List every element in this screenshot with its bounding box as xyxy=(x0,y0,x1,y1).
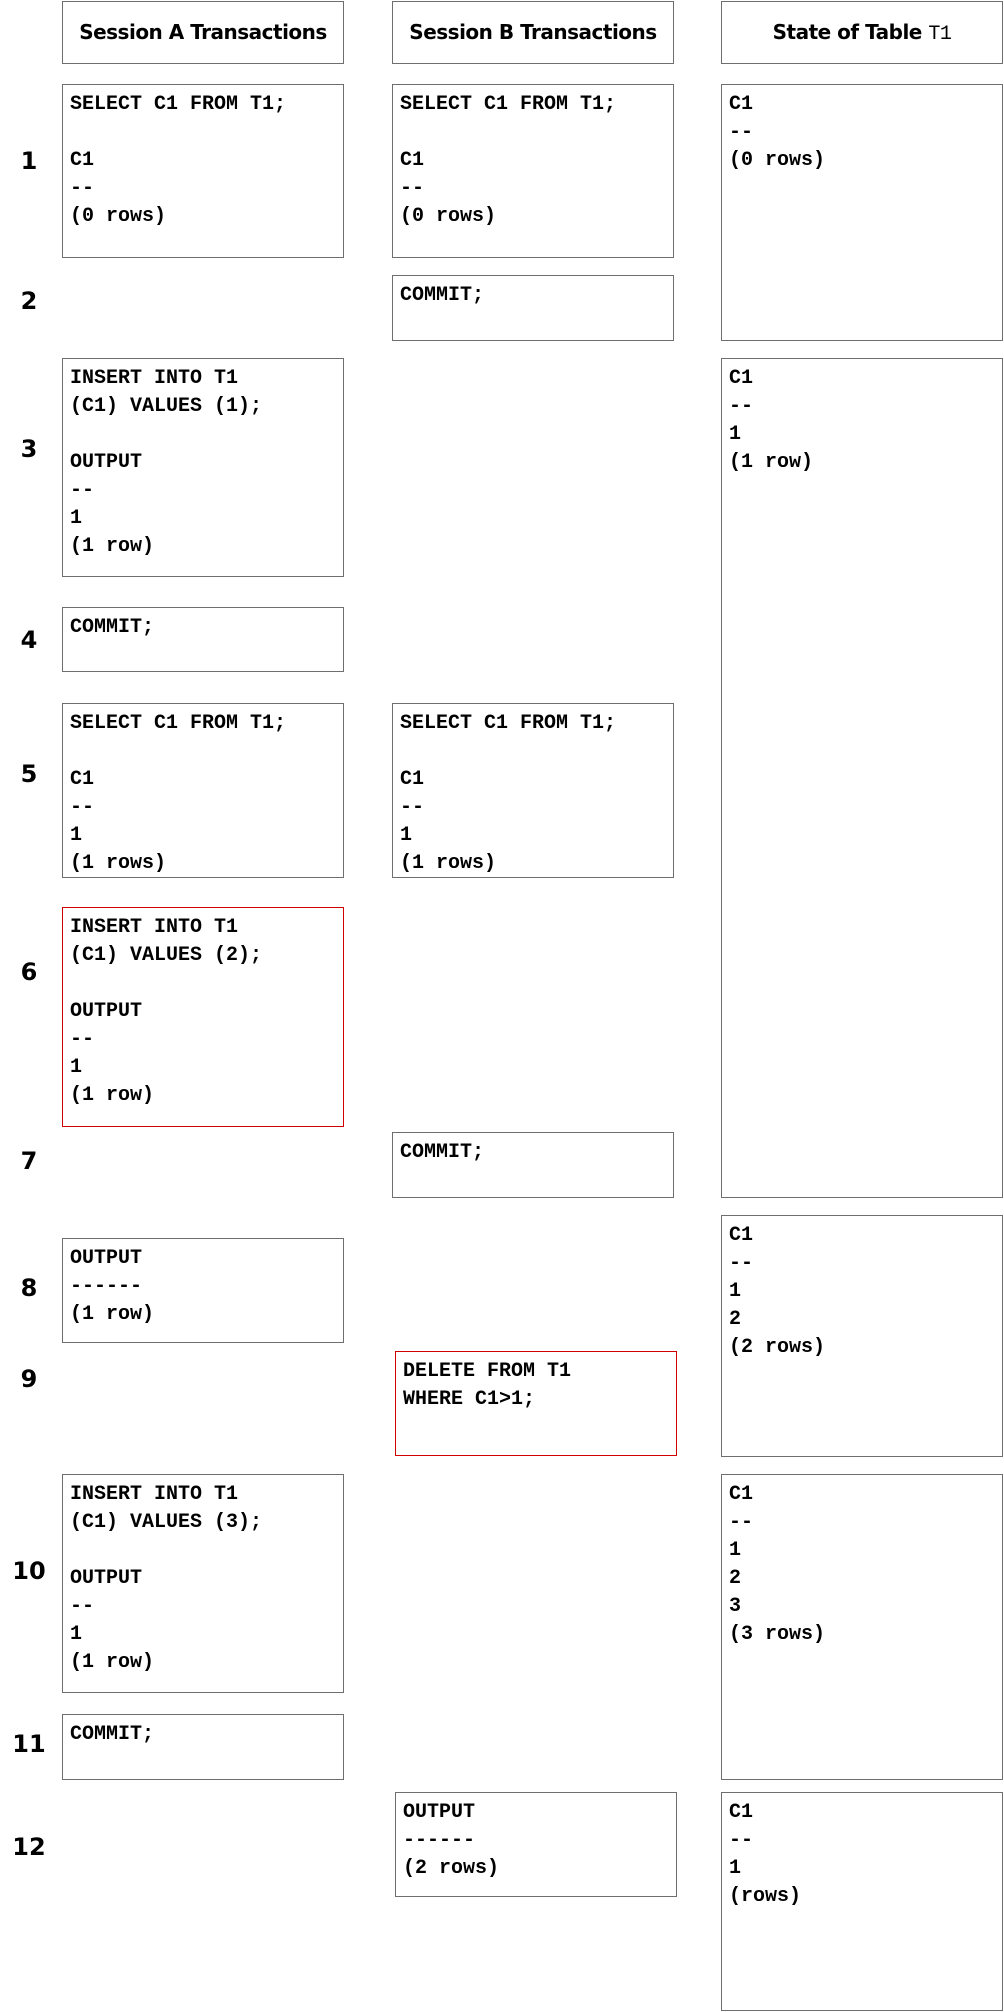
session-a-step-1: SELECT C1 FROM T1; C1 -- (0 rows) xyxy=(62,84,344,258)
step-number-2: 2 xyxy=(20,287,38,315)
step-number-4: 4 xyxy=(20,626,38,654)
session-b-header-text: Session B Transactions xyxy=(409,20,657,44)
table-state-0-rows: C1 -- (0 rows) xyxy=(721,84,1003,341)
step-number-5: 5 xyxy=(20,760,38,788)
session-a-step-11: COMMIT; xyxy=(62,1714,344,1780)
table-state-header-table: T1 xyxy=(928,23,952,46)
session-b-step-12: OUTPUT ------ (2 rows) xyxy=(395,1792,677,1897)
session-b-step-9-highlighted: DELETE FROM T1 WHERE C1>1; xyxy=(395,1351,677,1456)
session-b-step-5: SELECT C1 FROM T1; C1 -- 1 (1 rows) xyxy=(392,703,674,878)
step-number-6: 6 xyxy=(20,958,38,986)
session-a-step-3: INSERT INTO T1 (C1) VALUES (1); OUTPUT -- 1 (1 row) xyxy=(62,358,344,577)
step-number-12: 12 xyxy=(12,1833,46,1861)
session-a-step-10: INSERT INTO T1 (C1) VALUES (3); OUTPUT -- 1 (1 row) xyxy=(62,1474,344,1693)
table-state-1-row: C1 -- 1 (1 row) xyxy=(721,358,1003,1198)
table-state-3-rows: C1 -- 1 2 3 (3 rows) xyxy=(721,1474,1003,1780)
step-number-9: 9 xyxy=(20,1365,38,1393)
step-number-1: 1 xyxy=(20,147,38,175)
step-number-11: 11 xyxy=(12,1730,46,1758)
session-a-step-4: COMMIT; xyxy=(62,607,344,672)
table-state-header xyxy=(721,1,1003,64)
table-state-2-rows: C1 -- 1 2 (2 rows) xyxy=(721,1215,1003,1457)
session-a-header-text: Session A Transactions xyxy=(79,20,327,44)
session-b-step-2: COMMIT; xyxy=(392,275,674,341)
table-state-final: C1 -- 1 (rows) xyxy=(721,1792,1003,2011)
step-number-10: 10 xyxy=(12,1557,46,1585)
step-number-8: 8 xyxy=(20,1274,38,1302)
session-b-step-7: COMMIT; xyxy=(392,1132,674,1198)
session-a-step-8: OUTPUT ------ (1 row) xyxy=(62,1238,344,1343)
session-a-header xyxy=(62,1,344,64)
session-b-step-1: SELECT C1 FROM T1; C1 -- (0 rows) xyxy=(392,84,674,258)
session-b-header xyxy=(392,1,674,64)
step-number-3: 3 xyxy=(20,435,38,463)
session-a-step-5: SELECT C1 FROM T1; C1 -- 1 (1 rows) xyxy=(62,703,344,878)
step-number-7: 7 xyxy=(20,1147,38,1175)
session-a-step-6-highlighted: INSERT INTO T1 (C1) VALUES (2); OUTPUT -- 1 (1 row) xyxy=(62,907,344,1127)
table-state-header-prefix: State of Table xyxy=(772,20,929,44)
